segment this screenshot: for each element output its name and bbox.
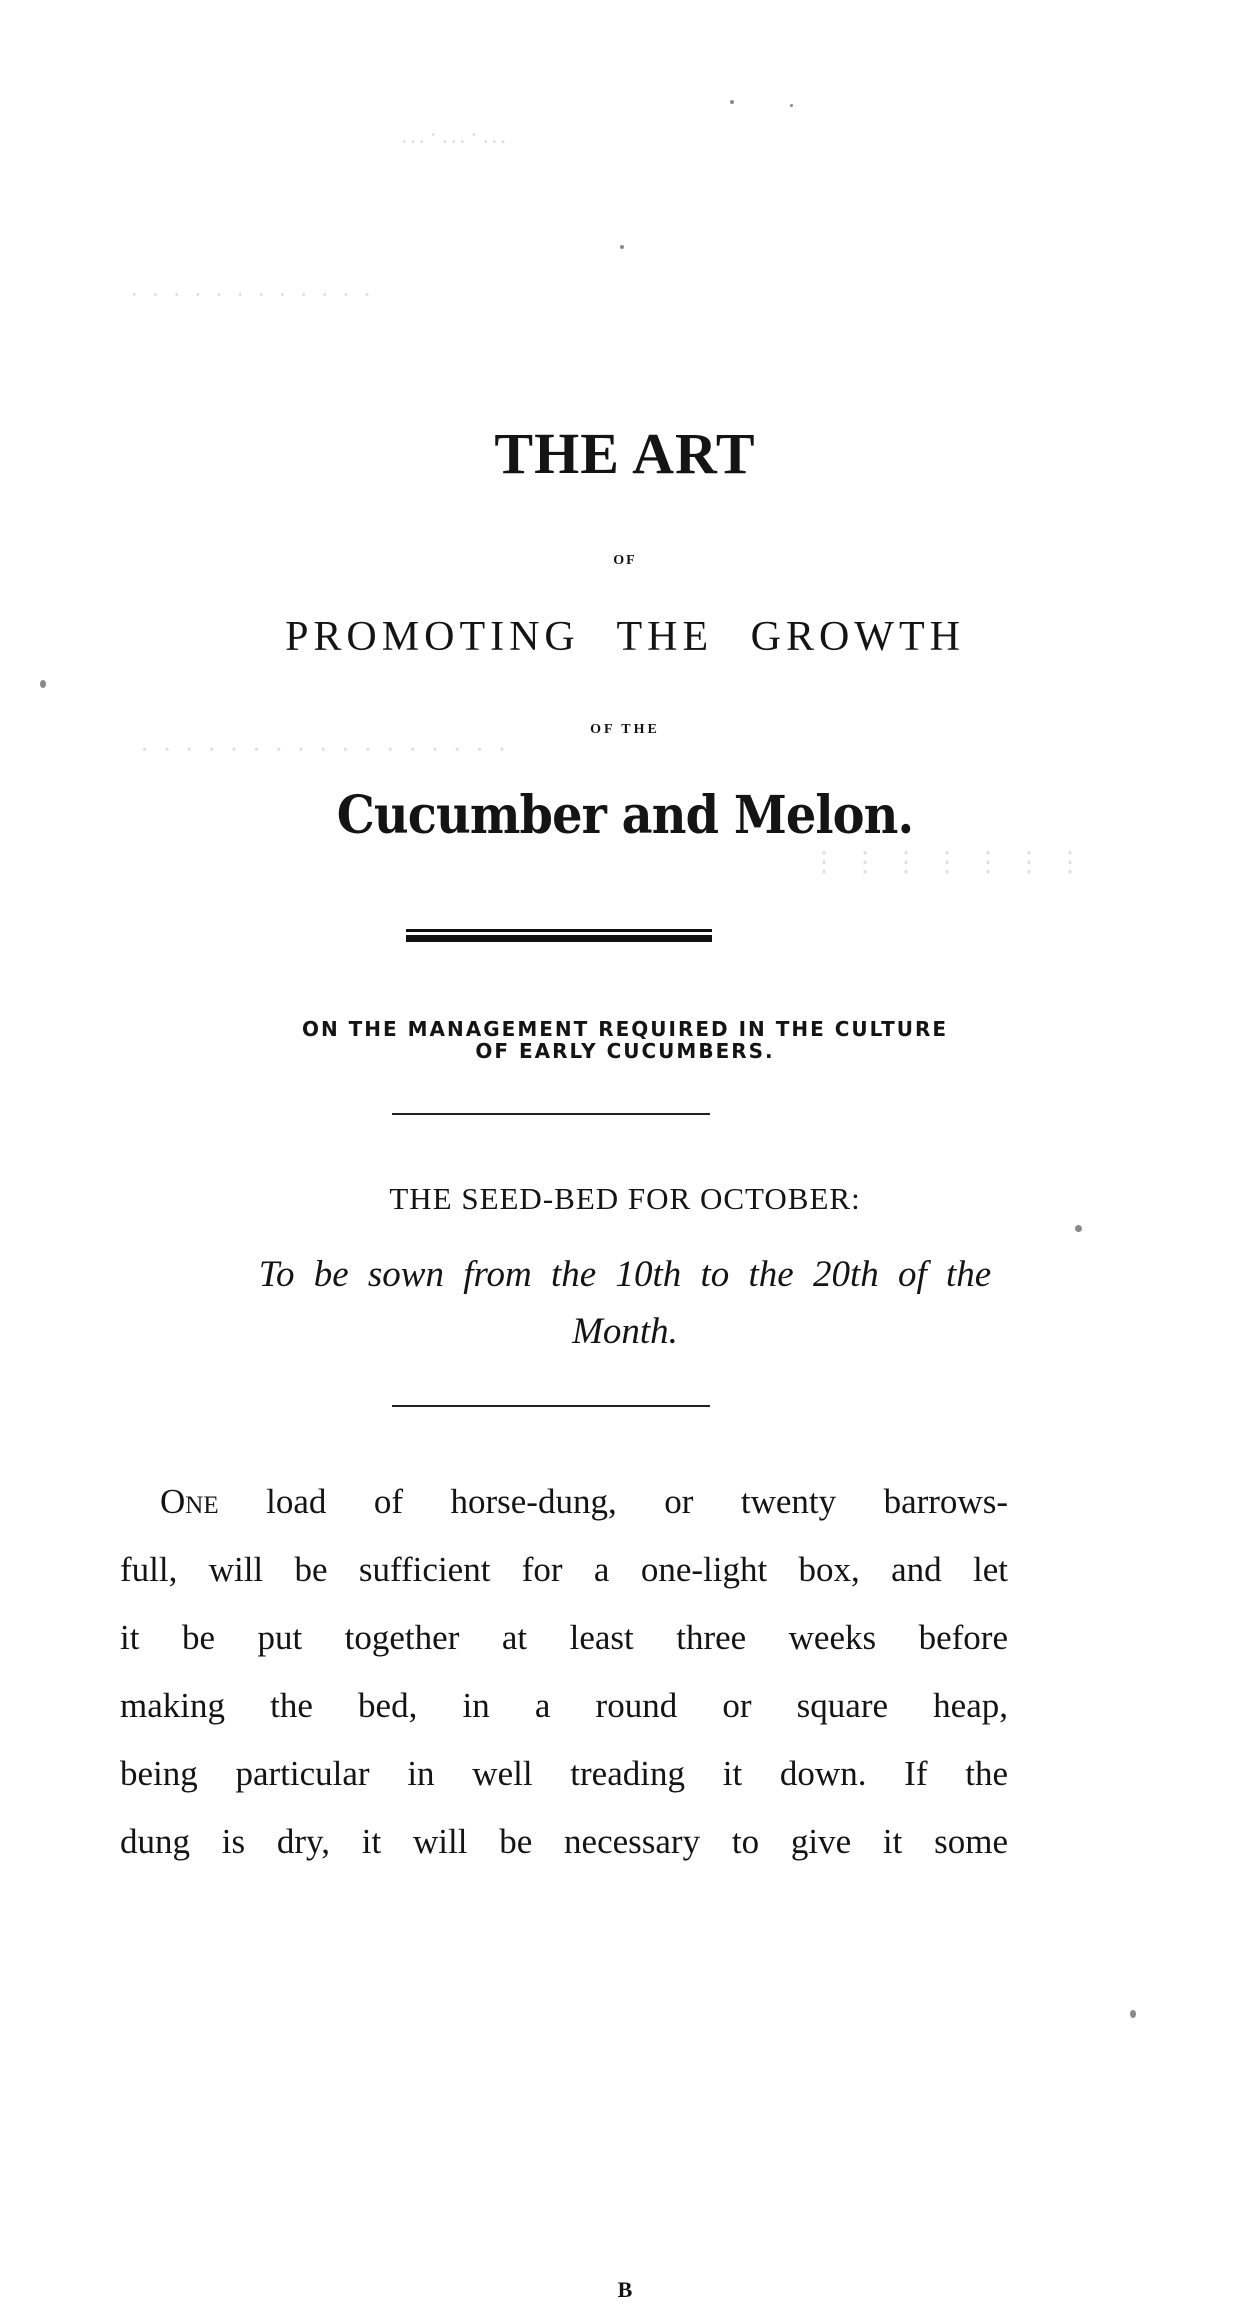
body-line: it be put together at least three weeks before bbox=[120, 1618, 1008, 1657]
blackletter-title: Cucumber and Melon. bbox=[336, 785, 914, 846]
double-rule bbox=[406, 929, 712, 942]
title-connector-of: OF bbox=[613, 553, 637, 568]
section-heading bbox=[0, 1018, 1250, 1062]
lead-word: One bbox=[160, 1482, 219, 1521]
body-line: dung is dry, it will be necessary to give it some bbox=[120, 1822, 1008, 1861]
body-line: making the bed, in a round or square heap, bbox=[120, 1686, 1008, 1725]
bleed-through-texture: ⋮ ⋮ ⋮ ⋮ ⋮ ⋮ ⋮ bbox=[810, 847, 1087, 878]
sowing-note-line-1: To be sown from the 10th to the 20th of the bbox=[258, 1254, 992, 1295]
rule-1 bbox=[392, 1113, 710, 1115]
signature-mark: B bbox=[617, 2277, 633, 2302]
body-paragraph bbox=[120, 1468, 1008, 1876]
section-heading-line-1: ON THE MANAGEMENT REQUIRED IN THE CULTURE bbox=[301, 1017, 949, 1041]
seed-bed-heading: THE SEED-BED FOR OCTOBER: bbox=[389, 1181, 861, 1216]
sowing-note-line-2: Month. bbox=[572, 1311, 678, 1352]
rule-2 bbox=[392, 1405, 710, 1407]
body-line: being particular in well treading it down. If the bbox=[120, 1754, 1008, 1793]
bleed-through-texture: · · · · · · · · · · · · · · · · · bbox=[140, 735, 510, 766]
body-line: One load of horse-dung, or twenty barrows- bbox=[160, 1482, 1008, 1521]
body-line: full, will be sufficient for a one-light box, and let bbox=[120, 1550, 1008, 1589]
title-connector-of-the: OF THE bbox=[590, 722, 660, 737]
bleed-through-texture: …·…·… bbox=[400, 120, 511, 149]
section-heading-line-2: OF EARLY CUCUMBERS. bbox=[475, 1039, 775, 1063]
book-title: THE ART bbox=[494, 421, 756, 486]
book-subtitle: PROMOTING THE GROWTH bbox=[285, 614, 965, 660]
bleed-through-texture: · · · · · · · · · · · · bbox=[130, 280, 375, 309]
